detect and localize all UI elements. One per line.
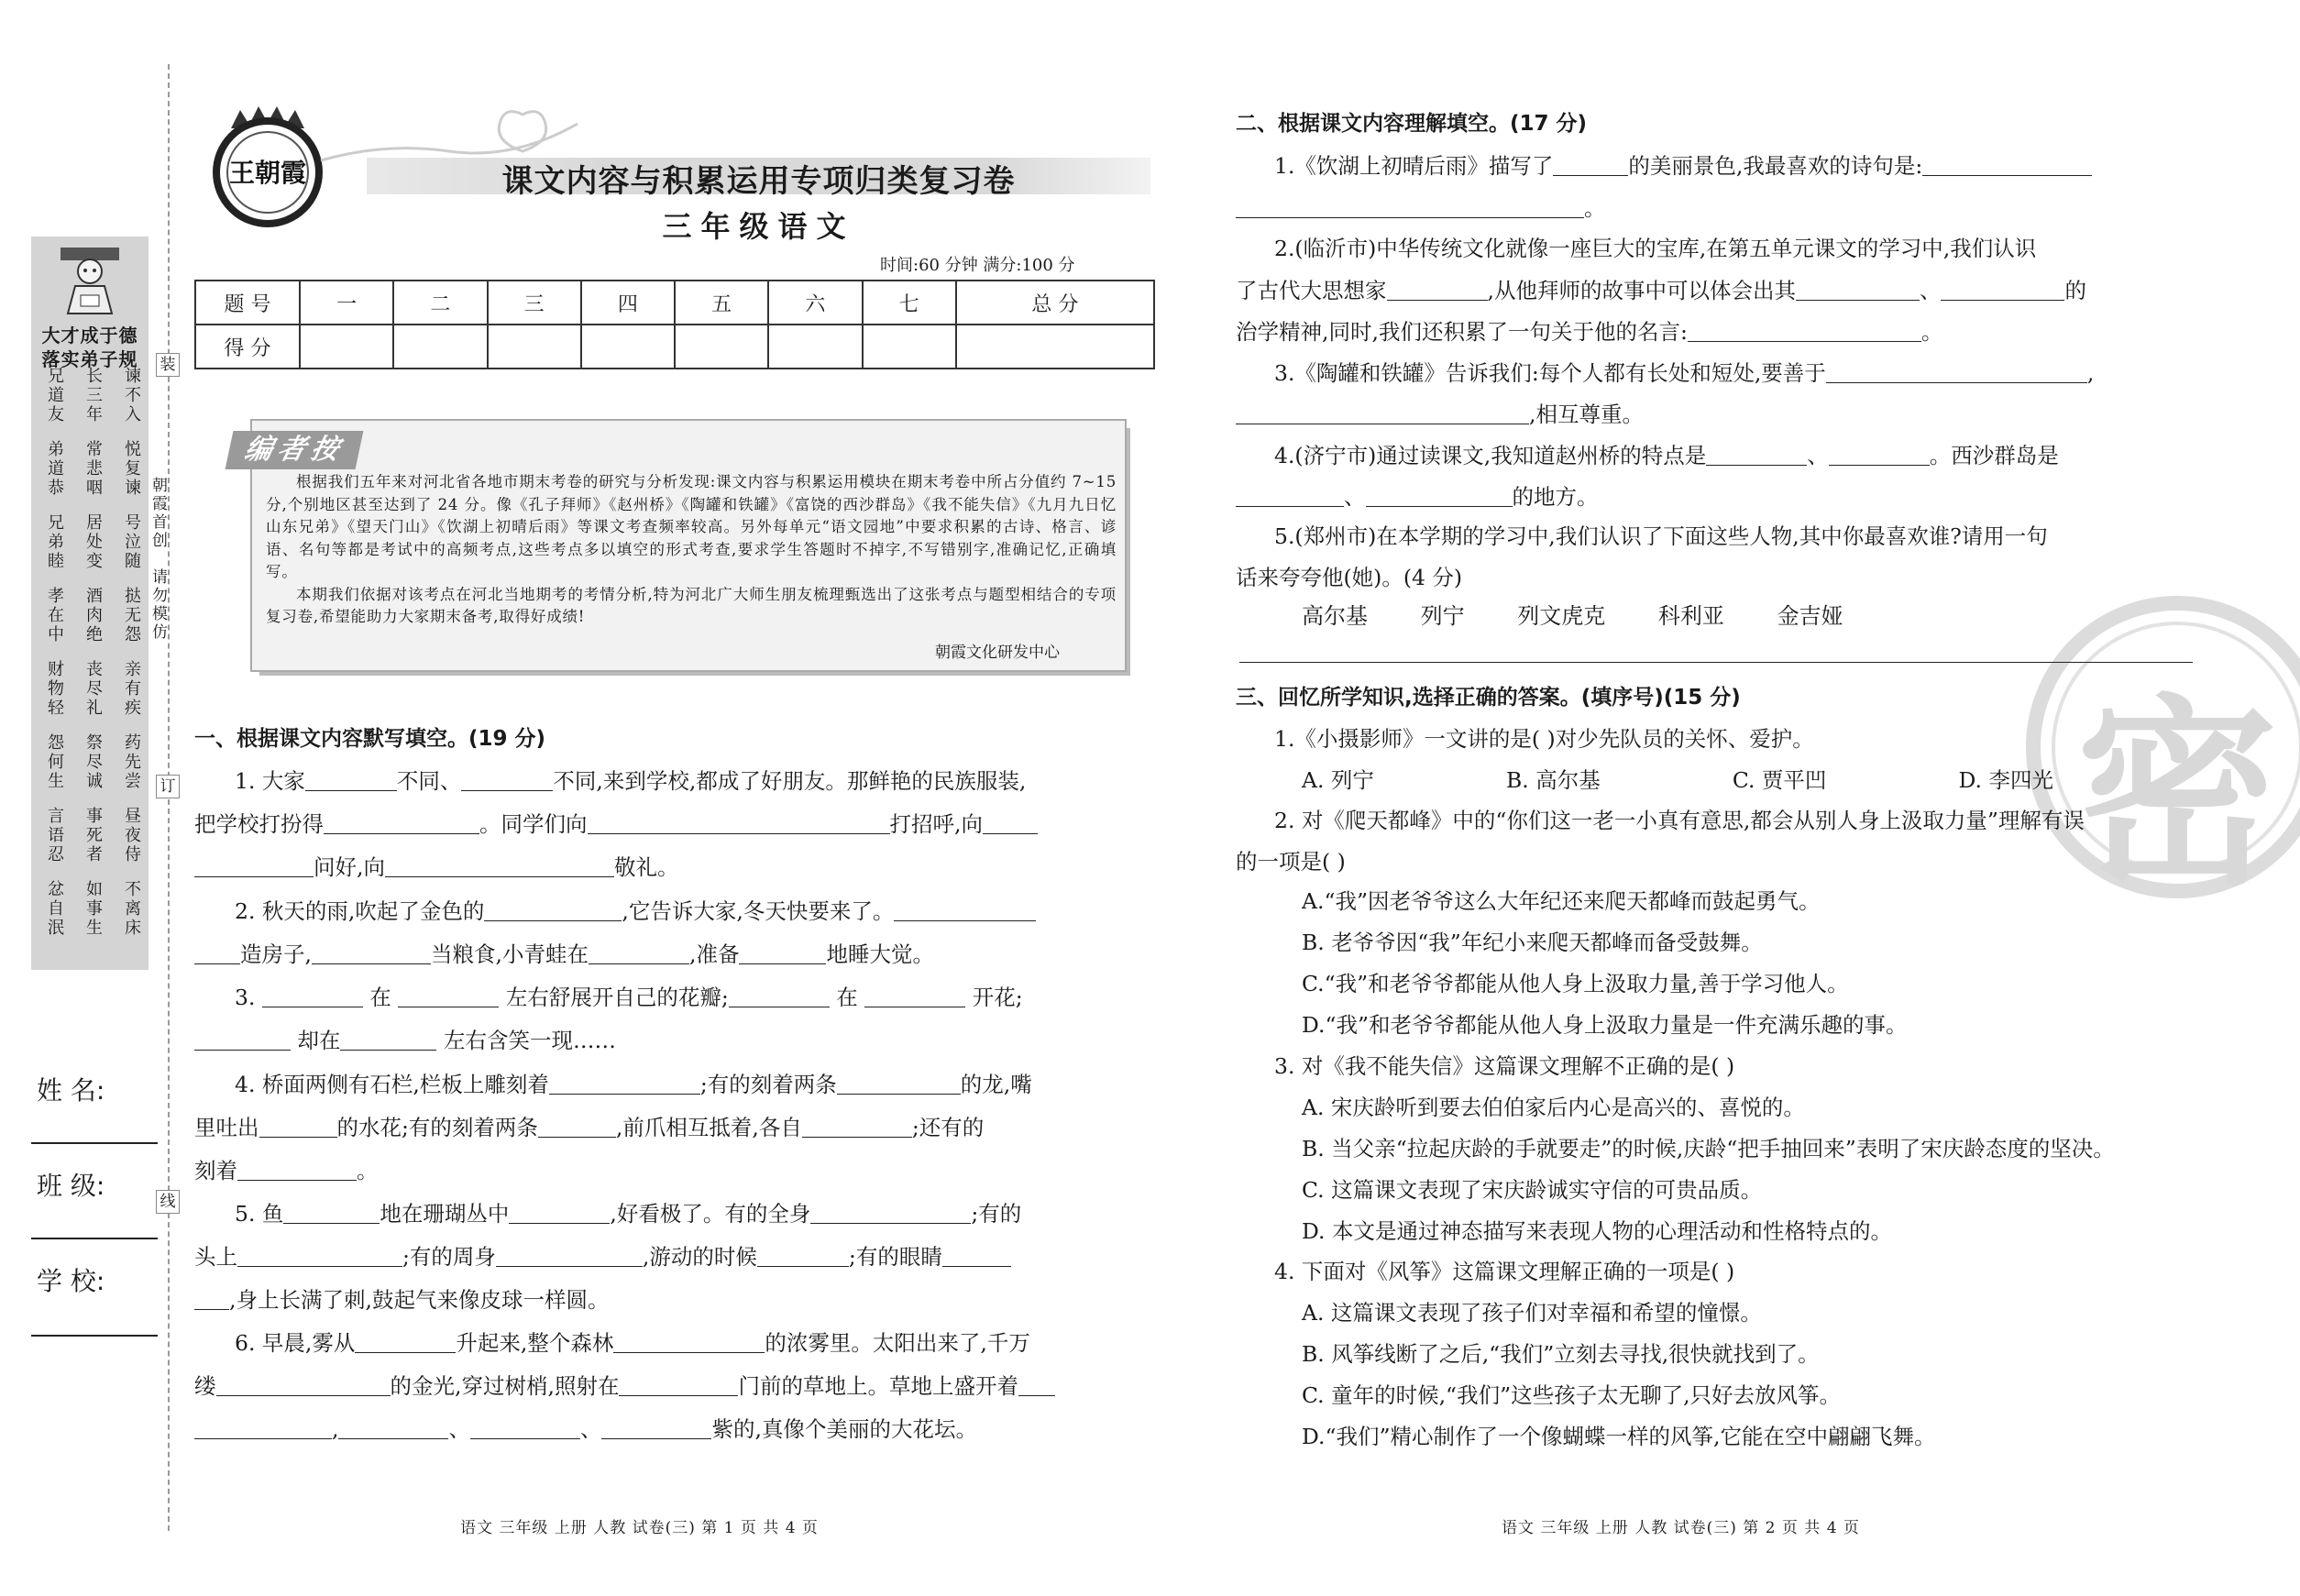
rule-row (42, 440, 141, 510)
answer-blank[interactable] (262, 1006, 363, 1007)
text: 问好,向 (314, 854, 385, 880)
text: 左右舒展开自己的花瓣; (505, 985, 729, 1010)
rule-row (42, 513, 141, 583)
character-name: 列宁 (1420, 603, 1465, 629)
text: 头上 (194, 1244, 237, 1270)
score-cell: 题 号 (195, 281, 300, 325)
answer-blank[interactable] (509, 1222, 610, 1224)
answer-blank[interactable] (837, 1093, 961, 1095)
vertical-note-original: 朝霞首创 (149, 477, 167, 550)
text: ;有的 (971, 1201, 1022, 1227)
answer-blank[interactable] (810, 1222, 971, 1224)
answer-blank[interactable] (1706, 464, 1807, 466)
text: 1. 大家 (235, 768, 305, 794)
text: 紫的,真像个美丽的大花坛。 (711, 1416, 977, 1442)
editor-note-paragraph: 根据我们五年来对河北省各地市期末考卷的研究与分析发现:课文内容与积累运用模块在期末考卷中所占分值约 7~15 分,个别地区甚至达到了 24 分。像《孔子拜师》《赵州桥》《陶罐和铁罐》《富饶的西沙群岛》《我不能失信》《九月九日忆山东兄弟》《望天门山》《饮湖上初晴后雨》等课文考查频率较高。另外每单元“语文园地”中要求积累的古诗、格言、谚语、名句等都是考试中的高频考点,这些考点多以填空的形式考查,要求学生答题时不掉字,不写错别字,准确记忆,正确填写。 (266, 473, 1117, 580)
page2-footer: 语文 三年级 上册 人教 试卷(三) 第 2 页 共 4 页 (1502, 1519, 1860, 1537)
section2-title: 二、根据课文内容理解填空。(17 分) (1236, 112, 1588, 136)
school-label: 学 校: (37, 1266, 105, 1296)
bind-mark-xian: 线 (156, 1190, 180, 1214)
answer-blank[interactable] (1018, 1394, 1055, 1396)
option[interactable]: D. 李四光 (1958, 767, 2053, 793)
class-field[interactable] (31, 1238, 158, 1239)
bind-mark-ding: 订 (156, 775, 180, 798)
answer-blank[interactable] (538, 1136, 616, 1138)
option[interactable]: B. 风筝线断了之后,“我们”立刻去寻找,很快就找到了。 (1302, 1341, 1820, 1367)
option[interactable]: A. 列宁 (1302, 767, 1374, 793)
vertical-note-no-copy: 请勿模仿 (149, 568, 167, 642)
text: 。 (1920, 319, 1943, 345)
option[interactable]: C. 这篇课文表现了宋庆龄诚实守信的可贵品质。 (1302, 1177, 1763, 1203)
text: 的美丽景色,我最喜欢的诗句是: (1628, 153, 1923, 179)
mc-options (1302, 763, 2053, 794)
score-input[interactable] (488, 325, 581, 369)
answer-blank[interactable] (1387, 299, 1488, 301)
q3-line (194, 1023, 616, 1054)
answer-blank[interactable] (1236, 505, 1344, 507)
text: 不同,来到学校,都成了好朋友。那鲜艳的民族服装, (553, 768, 1027, 794)
text: 敬礼。 (613, 854, 679, 880)
rule-col: 亲有疾 (122, 660, 141, 718)
text: 、 (448, 1416, 470, 1442)
answer-blank[interactable] (942, 1265, 1011, 1267)
rule-col: 号泣随 (122, 513, 141, 571)
answer-blank[interactable] (259, 1136, 337, 1138)
s2-line (1236, 560, 1462, 591)
score-header-row (195, 281, 1154, 325)
rule-col: 酒肉绝 (83, 587, 103, 644)
option[interactable]: A. 这篇课文表现了孩子们对幸福和希望的憧憬。 (1302, 1300, 1762, 1326)
s2-line (1274, 231, 2036, 262)
answer-blank[interactable] (470, 1437, 580, 1439)
text: 在 (369, 985, 391, 1010)
text: 造房子, (240, 941, 312, 967)
page-subtitle: 三年级语文 (662, 209, 855, 244)
rule-col: 谏不入 (122, 367, 141, 424)
answer-blank[interactable] (484, 919, 622, 921)
editor-note-text (266, 471, 1117, 629)
rule-col: 药先尝 (122, 733, 141, 791)
q3-line (235, 980, 1023, 1011)
page1-footer: 语文 三年级 上册 人教 试卷(三) 第 1 页 共 4 页 (460, 1519, 819, 1537)
answer-blank[interactable] (1829, 464, 1930, 466)
text: 4. 桥面两侧有石栏,栏板上雕刻着 (235, 1072, 549, 1097)
score-cell: 二 (393, 281, 487, 325)
answer-blank[interactable] (355, 1351, 456, 1353)
answer-blank[interactable] (216, 1394, 391, 1396)
q5-line (194, 1239, 1011, 1271)
text: 的金光,穿过树梢,照射在 (390, 1373, 620, 1399)
answer-blank[interactable] (194, 875, 314, 877)
answer-blank[interactable] (983, 832, 1038, 834)
s2-line (1274, 149, 2092, 180)
text: 、 (1919, 278, 1942, 303)
rule-col: 怨何生 (45, 733, 64, 791)
answer-blank[interactable] (1796, 299, 1920, 301)
score-input[interactable] (768, 325, 862, 369)
text: 6. 早晨,雾从 (235, 1330, 356, 1356)
score-cell: 三 (488, 281, 581, 325)
scholar-figure-icon (55, 244, 125, 315)
mc-question: 的一项是( ) (1236, 849, 1346, 875)
answer-blank[interactable] (589, 963, 689, 964)
score-cell: 四 (581, 281, 675, 325)
text: 的龙,嘴 (960, 1072, 1032, 1097)
q2-line (235, 894, 1036, 925)
text: , (2086, 360, 2095, 386)
text: 。 (357, 1158, 379, 1183)
q1-line (194, 850, 678, 881)
text: 在 (836, 985, 858, 1010)
s2-line (1236, 273, 2086, 304)
rule-col: 忿自泯 (45, 880, 64, 938)
answer-blank[interactable] (613, 1351, 765, 1353)
text: ,它告诉大家,冬天快要来了。 (622, 898, 895, 924)
option[interactable]: A. 宋庆龄听到要去伯伯家后内心是高兴的、喜悦的。 (1302, 1095, 1805, 1120)
rule-col: 昼夜侍 (122, 807, 141, 864)
text: 的浓雾里。太阳出来了,千万 (765, 1330, 1030, 1356)
text: ,前爪相互抵着,各自 (615, 1115, 802, 1140)
score-input[interactable] (675, 325, 768, 369)
q1-line (194, 807, 1038, 838)
text: 2.(临沂市)中华传统文化就像一座巨大的宝库,在第五单元课文的学习中,我们认识 (1274, 236, 2037, 261)
character-name: 科利亚 (1657, 603, 1724, 629)
answer-blank[interactable] (1941, 299, 2064, 301)
rule-col: 财物轻 (45, 660, 64, 718)
answer-blank[interactable] (802, 1136, 912, 1138)
s2-line (1236, 397, 1644, 428)
rule-col: 孝在中 (45, 587, 64, 644)
answer-blank[interactable] (739, 963, 826, 964)
character-name: 金吉娅 (1777, 603, 1843, 629)
text: 2. 秋天的雨,吹起了金色的 (235, 898, 485, 924)
text: 缕 (194, 1373, 216, 1399)
answer-blank[interactable] (324, 832, 479, 834)
rule-col: 兄道友 (45, 367, 64, 424)
text: 、 (1344, 484, 1366, 510)
rule-row (42, 880, 141, 950)
logo-text: 王朝霞 (228, 158, 307, 188)
answer-blank[interactable] (237, 1179, 357, 1181)
rule-col: 祭尽诚 (83, 733, 103, 791)
text: ;有的刻着两条 (699, 1072, 837, 1097)
text: ;还有的 (911, 1115, 985, 1140)
rule-col: 悦复谏 (122, 440, 141, 498)
class-label: 班 级: (37, 1171, 105, 1201)
score-cell: 五 (675, 281, 768, 325)
bind-mark-zhuang: 装 (156, 353, 180, 377)
text: 却在 (297, 1028, 341, 1053)
text: 把学校打扮得 (194, 811, 324, 837)
text: 、 (1807, 443, 1829, 468)
text: ,相互尊重。 (1529, 402, 1644, 427)
option[interactable]: C. 童年的时候,“我们”这些孩子太无聊了,只好去放风筝。 (1302, 1382, 1842, 1408)
text: 3.《陶罐和铁罐》告诉我们:每个人都有长处和短处,要善于 (1274, 360, 1826, 386)
s2-line (1236, 191, 1606, 222)
text: 5.(郑州市)在本学期的学习中,我们认识了下面这些人物,其中你最喜欢谁?请用一句 (1274, 523, 2048, 549)
text: 3. (235, 985, 256, 1010)
text: 1.《饮湖上初晴后雨》描写了 (1274, 153, 1554, 179)
score-value-row (195, 325, 1154, 369)
text: 的 (2064, 278, 2086, 303)
rule-row (42, 367, 141, 436)
answer-blank[interactable] (1236, 216, 1584, 218)
q6-line (194, 1412, 977, 1443)
dizigui-rules (42, 367, 141, 953)
text: 打招呼,向 (889, 811, 983, 837)
q5-line (194, 1282, 609, 1314)
answer-blank[interactable] (283, 1222, 380, 1224)
text: ,从他拜师的故事中可以体会出其 (1487, 278, 1796, 303)
score-input[interactable] (393, 325, 487, 369)
seal-char: 密 (2075, 677, 2278, 912)
editor-note-tag: 编者按 (226, 431, 364, 469)
q4-line (194, 1110, 984, 1141)
mc-question: 1.《小摄影师》一文讲的是( )对少先队员的关怀、爱护。 (1274, 726, 1814, 752)
rule-row (42, 807, 141, 876)
score-cell: 得 分 (195, 325, 300, 369)
rule-col: 居处变 (83, 513, 103, 571)
text: ,好看极了。有的全身 (610, 1201, 811, 1227)
text: 开花; (972, 985, 1023, 1010)
answer-blank[interactable] (549, 1093, 700, 1095)
text: 里吐出 (194, 1115, 259, 1140)
answer-blank[interactable] (237, 1265, 402, 1267)
text: 5. 鱼 (235, 1201, 284, 1227)
s2-line (1274, 519, 2048, 550)
answer-blank[interactable] (1922, 174, 2092, 176)
option[interactable]: D.“我”和老爷爷都能从他人身上汲取力量是一件充满乐趣的事。 (1302, 1012, 1908, 1038)
rule-col: 兄弟睦 (45, 513, 64, 571)
text: 的水花;有的刻着两条 (336, 1115, 538, 1140)
answer-blank[interactable] (601, 1437, 711, 1439)
answer-blank[interactable] (1366, 505, 1513, 507)
answer-blank[interactable] (1236, 423, 1529, 424)
score-table (194, 280, 1155, 369)
answer-blank[interactable] (385, 875, 614, 877)
motto-line-2: 落实弟子规 (41, 348, 138, 370)
text: 地在珊瑚丛中 (380, 1201, 510, 1227)
answer-blank[interactable] (588, 832, 890, 834)
answer-blank[interactable] (340, 1049, 436, 1051)
option[interactable]: C. 贾平凹 (1732, 767, 1827, 793)
q4-line (235, 1067, 1032, 1098)
text: 不同、 (396, 768, 462, 794)
text: , (332, 1416, 339, 1442)
answer-blank[interactable] (729, 1006, 830, 1007)
option[interactable]: C.“我”和老爷爷都能从他人身上汲取力量,善于学习他人。 (1302, 971, 1849, 996)
answer-blank[interactable] (619, 1394, 738, 1396)
text: 、 (579, 1416, 602, 1442)
text: 了古代大思想家 (1236, 278, 1387, 303)
answer-blank[interactable] (1826, 381, 2087, 383)
answer-blank[interactable] (194, 1308, 229, 1310)
answer-blank[interactable] (338, 1437, 448, 1439)
answer-blank[interactable] (398, 1006, 499, 1007)
rule-row (42, 587, 141, 656)
rule-row (42, 660, 141, 730)
text: 刻着 (194, 1158, 237, 1183)
text: ;有的周身 (402, 1244, 496, 1270)
option[interactable]: B. 当父亲“拉起庆龄的手就要走”的时候,庆龄“把手抽回来”表明了宋庆龄态度的坚决。 (1302, 1136, 2115, 1161)
editor-note-signature: 朝霞文化研发中心 (935, 644, 1060, 662)
q5-line (235, 1196, 1021, 1227)
score-input[interactable] (300, 325, 393, 369)
answer-blank[interactable] (194, 963, 240, 964)
motto-line-1: 大才成于德 (41, 325, 138, 347)
text: 4.(济宁市)通过读课文,我知道赵州桥的特点是 (1274, 443, 1707, 468)
text: 门前的草地上。草地上盛开着 (738, 1373, 1018, 1399)
rule-col: 不离床 (122, 880, 141, 938)
score-input[interactable] (956, 325, 1154, 369)
score-cell: 总 分 (956, 281, 1154, 325)
q6-line (235, 1326, 1030, 1357)
mc-question: 2. 对《爬天都峰》中的“你们这一老一小真有意思,都会从别人身上汲取力量”理解有误 (1274, 808, 2085, 833)
rule-col: 如事生 (83, 880, 103, 938)
text: ,游动的时候 (642, 1244, 757, 1270)
school-field[interactable] (31, 1335, 158, 1337)
text: 治学精神,同时,我们还积累了一句关于他的名言: (1236, 319, 1688, 345)
option[interactable]: D. 本文是通过神态描写来表现人物的心理活动和性格特点的。 (1302, 1218, 1892, 1244)
character-name: 列文虎克 (1517, 603, 1606, 629)
answer-blank[interactable] (864, 1006, 965, 1007)
rule-col: 事死者 (83, 807, 103, 864)
character-names (1302, 598, 1889, 630)
answer-blank[interactable] (194, 1049, 291, 1051)
answer-blank[interactable] (312, 963, 431, 964)
answer-blank[interactable] (461, 789, 553, 791)
text: 。西沙群岛是 (1929, 443, 2059, 468)
text: 。 (1584, 195, 1606, 221)
time-info: 时间:60 分钟 满分:100 分 (880, 256, 1075, 275)
q4-line (194, 1153, 379, 1184)
s2-line (1274, 438, 2059, 469)
text: ,准备 (688, 941, 740, 967)
rule-col: 弟道恭 (45, 440, 64, 498)
text: ,身上长满了刺,鼓起气来像皮球一样圆。 (229, 1287, 610, 1313)
score-cell: 一 (300, 281, 393, 325)
answer-blank[interactable] (1553, 174, 1628, 176)
page-title: 课文内容与积累运用专项归类复习卷 (501, 163, 1016, 200)
option[interactable]: A.“我”因老爷爷这么大年纪还来爬天都峰而鼓起勇气。 (1302, 888, 1821, 914)
text: ;有的眼睛 (848, 1244, 942, 1270)
answer-line[interactable] (1239, 662, 2193, 663)
s2-line (1236, 479, 1599, 511)
answer-blank[interactable] (1688, 340, 1921, 342)
option[interactable]: D.“我们”精心制作了一个像蝴蝶一样的风筝,它能在空中翩翩飞舞。 (1302, 1424, 1936, 1449)
s2-line (1236, 314, 1942, 346)
option[interactable]: B. 高尔基 (1506, 767, 1601, 793)
q2-line (194, 937, 934, 968)
text: 左右含笑一现…… (443, 1028, 616, 1053)
text: 的地方。 (1512, 484, 1599, 510)
score-input[interactable] (581, 325, 675, 369)
option[interactable]: B. 老爷爷因“我”年纪小来爬天都峰而备受鼓舞。 (1302, 930, 1763, 955)
text: 话来夸夸他(她)。(4 分) (1236, 565, 1463, 590)
score-cell: 七 (863, 281, 956, 325)
rule-col: 言语忍 (45, 807, 64, 864)
answer-blank[interactable] (894, 919, 1036, 921)
answer-blank[interactable] (194, 1437, 332, 1439)
rule-col: 挞无怨 (122, 587, 141, 644)
text: 当粮食,小青蛙在 (430, 941, 589, 967)
editor-note-paragraph: 本期我们依据对该考点在河北当地期考的考情分析,特为河北广大师生朋友梳理甄选出了这张考点与题型相结合的专项复习卷,希望能助力大家期末备考,取得好成绩! (266, 585, 1117, 625)
rule-col: 丧尽礼 (83, 660, 103, 718)
name-label: 姓 名: (37, 1075, 105, 1106)
answer-blank[interactable] (305, 789, 397, 791)
mc-question: 4. 下面对《风筝》这篇课文理解正确的一项是( ) (1274, 1259, 1735, 1284)
rule-row (42, 733, 141, 803)
rule-col: 常悲咽 (83, 440, 103, 498)
answer-blank[interactable] (757, 1265, 849, 1267)
character-name: 高尔基 (1302, 603, 1368, 629)
mc-question: 3. 对《我不能失信》这篇课文理解不正确的是( ) (1274, 1053, 1735, 1079)
score-cell: 六 (768, 281, 862, 325)
text: 。同学们向 (479, 811, 588, 837)
section1-title: 一、根据课文内容默写填空。(19 分) (194, 727, 546, 751)
q1-line (235, 764, 1026, 795)
section3-title: 三、回忆所学知识,选择正确的答案。(填序号)(15 分) (1236, 686, 1741, 710)
name-field[interactable] (31, 1142, 158, 1144)
q6-line (194, 1369, 1055, 1400)
text: 升起来,整个森林 (456, 1330, 614, 1356)
score-input[interactable] (863, 325, 956, 369)
rule-col: 长三年 (83, 367, 103, 424)
text: 地睡大觉。 (826, 941, 934, 967)
s2-line (1274, 356, 2094, 387)
answer-blank[interactable] (496, 1265, 643, 1267)
